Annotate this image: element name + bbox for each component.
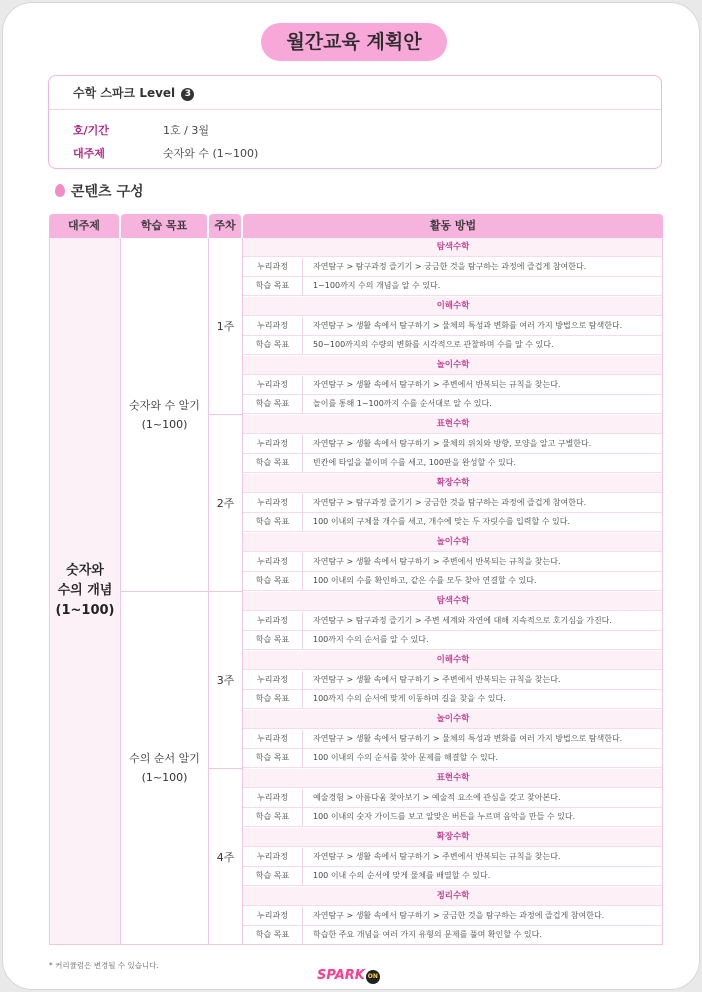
- level-badge: 3: [181, 88, 194, 101]
- nuri-text: 자연탐구 > 생활 속에서 탐구하기 > 궁금한 것을 탐구하는 과정에 즐겁게 참여한다.: [313, 910, 605, 920]
- page-title: 월간교육 계획안: [261, 23, 447, 61]
- nuri-text: 예술경험 > 아름다움 찾아보기 > 예술적 요소에 관심을 갖고 찾아본다.: [313, 792, 561, 802]
- nuri-label: 누리과정: [243, 258, 303, 276]
- nuri-row: [243, 848, 663, 867]
- plan-page: [2, 2, 700, 990]
- goal-cell-2: 수의 순서 알기 (1~100): [121, 592, 209, 945]
- goal-label: 학습 목표: [243, 513, 303, 531]
- goal-label: 학습 목표: [243, 277, 303, 295]
- nuri-row: [243, 553, 663, 572]
- nuri-label: 누리과정: [243, 435, 303, 453]
- goal-label: 학습 목표: [243, 749, 303, 767]
- program-title: [49, 76, 661, 110]
- nuri-text: 자연탐구 > 생활 속에서 탐구하기 > 물체의 위치와 방향, 모양을 알고 구별한다.: [313, 438, 592, 448]
- program-name: 수학 스파크 Level: [73, 86, 176, 100]
- topic-row: [73, 145, 258, 161]
- issue-label: 호/기간: [73, 124, 109, 137]
- goal-label: 학습 목표: [243, 690, 303, 708]
- nuri-label: 누리과정: [243, 671, 303, 689]
- goal-row: [243, 631, 663, 650]
- nuri-row: [243, 376, 663, 395]
- nuri-label: 누리과정: [243, 730, 303, 748]
- goal-text: 100 이내의 숫자 가이드를 보고 알맞은 버튼을 누르며 음악을 만들 수 있다.: [313, 812, 576, 822]
- goal-text: 학습한 주요 개념을 여러 가지 유형의 문제를 풀며 확인할 수 있다.: [313, 930, 542, 940]
- nuri-label: 누리과정: [243, 376, 303, 394]
- goal-text: 100 이내의 수를 확인하고, 같은 수를 모두 찾아 연결할 수 있다.: [313, 576, 537, 586]
- nuri-text: 자연탐구 > 탐구과정 즐기기 > 궁금한 것을 탐구하는 과정에 즐겁게 참여한다.: [313, 261, 587, 271]
- activity-category: 놀이수학: [243, 710, 663, 729]
- nuri-label: 누리과정: [243, 612, 303, 630]
- nuri-text: 자연탐구 > 탐구과정 즐기기 > 주변 세계와 자연에 대해 지속적으로 호기심을 가진다.: [313, 615, 612, 625]
- nuri-row: [243, 612, 663, 631]
- activity-category: 놀이수학: [243, 533, 663, 552]
- nuri-row: [243, 730, 663, 749]
- goal-text: 100 이내의 구체물 개수를 세고, 개수에 맞는 두 자릿수를 입력할 수 있다.: [313, 517, 570, 527]
- goal-label: 학습 목표: [243, 572, 303, 590]
- nuri-row: [243, 494, 663, 513]
- activity-category: 정리수학: [243, 887, 663, 906]
- goal-text: 빈칸에 타일을 붙이며 수를 세고, 100판을 완성할 수 있다.: [313, 458, 516, 468]
- activity-category: 표현수학: [243, 769, 663, 788]
- nuri-label: 누리과정: [243, 317, 303, 335]
- goal-text: 100까지 수의 순서를 알 수 있다.: [313, 635, 429, 645]
- nuri-label: 누리과정: [243, 907, 303, 925]
- issue-value: 1호 / 3월: [163, 124, 209, 137]
- topic-value: 숫자와 수 (1~100): [163, 147, 259, 160]
- goal-row: [243, 749, 663, 768]
- issue-row: [73, 122, 209, 138]
- goal-row: [243, 513, 663, 532]
- goal-text: 100까지 수의 순서에 맞게 이동하며 길을 찾을 수 있다.: [313, 694, 506, 704]
- nuri-row: [243, 789, 663, 808]
- goal-label: 학습 목표: [243, 454, 303, 472]
- content-table: [49, 214, 663, 945]
- goal-cell-1: 숫자와 수 알기 (1~100): [121, 238, 209, 592]
- goal-text: 50~100까지의 수량의 변화를 시각적으로 관찰하며 수를 알 수 있다.: [313, 340, 554, 350]
- goal-text: 100 이내의 수의 순서를 찾아 문제를 해결할 수 있다.: [313, 753, 498, 763]
- header-topic: 대주제: [49, 214, 119, 238]
- week-cell-1: 1주: [209, 238, 243, 415]
- footnote: * 커리큘럼은 변경될 수 있습니다.: [49, 961, 159, 970]
- nuri-text: 자연탐구 > 생활 속에서 탐구하기 > 주변에서 반복되는 규칙을 찾는다.: [313, 556, 561, 566]
- goal-row: [243, 926, 663, 945]
- logo-text: SPARK: [317, 968, 365, 983]
- activity-category: 놀이수학: [243, 356, 663, 375]
- nuri-text: 자연탐구 > 생활 속에서 탐구하기 > 주변에서 반복되는 규칙을 찾는다.: [313, 379, 561, 389]
- goal-row: [243, 336, 663, 355]
- header-goal: 학습 목표: [121, 214, 207, 238]
- activity-category: 이해수학: [243, 651, 663, 670]
- activity-category: 확장수학: [243, 474, 663, 493]
- nuri-row: [243, 907, 663, 926]
- activity-category: 표현수학: [243, 415, 663, 434]
- week-cell-4: 4주: [209, 769, 243, 945]
- goal-row: [243, 867, 663, 886]
- goal-text: 1~100까지 수의 개념을 알 수 있다.: [313, 281, 441, 291]
- activity-category: 탐색수학: [243, 238, 663, 257]
- activity-category: 탐색수학: [243, 592, 663, 611]
- nuri-label: 누리과정: [243, 848, 303, 866]
- goal-text: 100 이내 수의 순서에 맞게 물체를 배열할 수 있다.: [313, 871, 491, 881]
- nuri-text: 자연탐구 > 생활 속에서 탐구하기 > 물체의 특성과 변화를 여러 가지 방법으로 탐색한다.: [313, 320, 623, 330]
- goal-label: 학습 목표: [243, 395, 303, 413]
- nuri-text: 자연탐구 > 생활 속에서 탐구하기 > 주변에서 반복되는 규칙을 찾는다.: [313, 674, 561, 684]
- header-week: 주차: [209, 214, 241, 238]
- nuri-text: 자연탐구 > 생활 속에서 탐구하기 > 물체의 특성과 변화를 여러 가지 방법으로 탐색한다.: [313, 733, 623, 743]
- goal-label: 학습 목표: [243, 867, 303, 885]
- goal-label: 학습 목표: [243, 926, 303, 944]
- nuri-text: 자연탐구 > 생활 속에서 탐구하기 > 주변에서 반복되는 규칙을 찾는다.: [313, 851, 561, 861]
- logo-badge: ON: [366, 970, 380, 984]
- goal-row: [243, 395, 663, 414]
- goal-row: [243, 690, 663, 709]
- topic-label: 대주제: [73, 147, 105, 160]
- goal-label: 학습 목표: [243, 808, 303, 826]
- nuri-row: [243, 435, 663, 454]
- week-cell-3: 3주: [209, 592, 243, 769]
- goal-row: [243, 454, 663, 473]
- goal-row: [243, 808, 663, 827]
- nuri-text: 자연탐구 > 탐구과정 즐기기 > 궁금한 것을 탐구하는 과정에 즐겁게 참여한다.: [313, 497, 587, 507]
- nuri-row: [243, 258, 663, 277]
- nuri-row: [243, 317, 663, 336]
- spark-logo: [317, 968, 380, 984]
- nuri-label: 누리과정: [243, 789, 303, 807]
- nuri-label: 누리과정: [243, 553, 303, 571]
- goal-label: 학습 목표: [243, 631, 303, 649]
- activity-category: 확장수학: [243, 828, 663, 847]
- nuri-label: 누리과정: [243, 494, 303, 512]
- header-activity: 활동 방법: [243, 214, 663, 238]
- section-heading: [55, 181, 144, 201]
- topic-cell: 숫자와 수의 개념 (1~100): [49, 238, 121, 945]
- nuri-row: [243, 671, 663, 690]
- week-cell-2: 2주: [209, 415, 243, 592]
- goal-label: 학습 목표: [243, 336, 303, 354]
- activity-category: 이해수학: [243, 297, 663, 316]
- drop-icon: [55, 184, 65, 197]
- info-box: [48, 75, 662, 169]
- goal-text: 놀이를 통해 1~100까지 수를 순서대로 알 수 있다.: [313, 399, 492, 409]
- goal-row: [243, 572, 663, 591]
- section-title: 콘텐츠 구성: [71, 184, 144, 200]
- goal-row: [243, 277, 663, 296]
